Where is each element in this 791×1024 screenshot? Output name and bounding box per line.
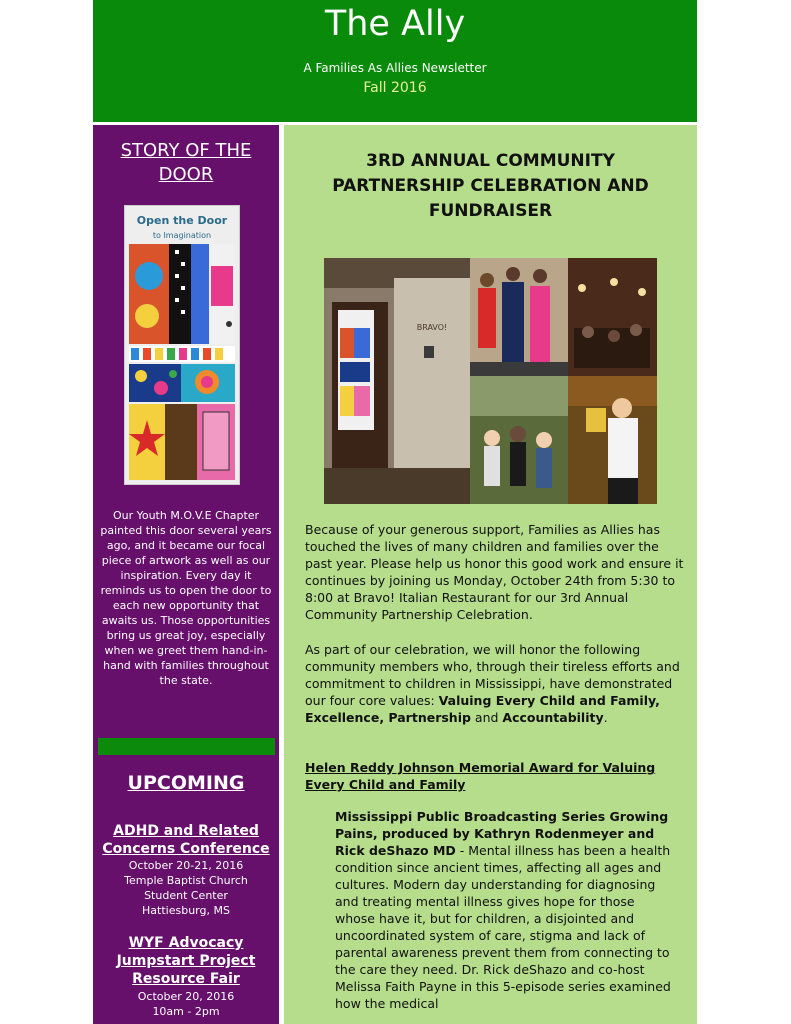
story-title-line-1: STORY OF THE: [120, 140, 252, 161]
honoree-entry: [335, 808, 675, 1012]
core-value-accountability: Accountability: [502, 710, 604, 725]
event-photo-collage: [324, 258, 657, 504]
honoree-description: - Mental illness has been a health condition since ancient times, affecting all ages and cultures. Modern day understanding for diagnosing and treating mental illness gives hope for those whose have it, but for children, a disjointed and uncoordinated system of care, stigma and lack of parental awareness prevent them from connecting to the care they need. Dr. Rick deShazo and co-host Melissa Faith Payne in this 5-episode series examined how the medical: [335, 843, 671, 1011]
event-2-title-line-3[interactable]: Resource Fair: [132, 971, 240, 987]
newsletter-header: [93, 0, 697, 122]
door-caption-2: to Imagination: [152, 231, 212, 240]
event-2-time: 10am - 2pm: [152, 1005, 220, 1018]
newsletter-subtitle: A Families As Allies Newsletter: [303, 61, 487, 75]
main-article: [284, 125, 697, 1024]
paragraph-celebration-and: and: [470, 710, 503, 725]
paragraph-celebration: [305, 641, 685, 726]
paragraph-celebration-end: .: [603, 710, 608, 725]
newsletter-season: Fall 2016: [363, 80, 427, 96]
upcoming-title: UPCOMING: [127, 772, 245, 794]
event-1-venue-room: Student Center: [144, 889, 228, 902]
restaurant-sign: BRAVO!: [416, 323, 448, 332]
headline-line-2: PARTNERSHIP CELEBRATION AND: [332, 176, 649, 196]
divider-bar: [98, 738, 275, 755]
door-artwork: [125, 206, 239, 484]
newsletter-title: The Ally: [324, 4, 466, 44]
painted-door-image: [124, 205, 240, 485]
headline-line-3: FUNDRAISER: [428, 201, 553, 221]
photo-collage-graphic: [324, 258, 657, 504]
event-2-date: October 20, 2016: [137, 990, 235, 1003]
paragraph-celebration-text: As part of our celebration, we will honor the following community members who, through their tireless efforts and commitment to children in Mississippi, have demonstrated our four core values:: [305, 642, 680, 708]
honoree-name: Mississippi Public Broadcasting Series Growing Pains, produced by Kathryn Rodenmeyer and Rick deShazo MD: [335, 809, 669, 858]
event-1-title-line-1[interactable]: ADHD and Related: [113, 823, 259, 839]
headline-line-1: 3RD ANNUAL COMMUNITY: [366, 151, 615, 171]
award-title[interactable]: Helen Reddy Johnson Memorial Award for Valuing Every Child and Family: [305, 760, 656, 792]
sidebar: [93, 125, 279, 1024]
event-2-title-line-2[interactable]: Jumpstart Project: [116, 953, 256, 969]
story-text: Our Youth M.O.V.E Chapter painted this door several years ago, and it became our focal piece of artwork as well as our inspiration. Every day it reminds us to open the door to each new opportunity that awaits us. Those opportunities bring us great joy, especially when we greet them hand-in-hand with families throughout the state.: [100, 509, 272, 687]
event-1-title-line-2[interactable]: Concerns Conference: [102, 841, 270, 857]
story-title-line-2: DOOR: [158, 164, 214, 185]
event-1-venue: Temple Baptist Church: [124, 874, 248, 887]
event-1-city: Hattiesburg, MS: [142, 904, 230, 917]
event-1-date: October 20-21, 2016: [128, 859, 244, 872]
article-headline: [304, 149, 677, 224]
event-2-title-line-1[interactable]: WYF Advocacy: [128, 935, 244, 951]
door-caption-1: Open the Door: [136, 214, 228, 227]
core-values: Valuing Every Child and Family, Excellence, Partnership: [305, 693, 660, 725]
paragraph-support: Because of your generous support, Families as Allies has touched the lives of many children and families over the past year. Please help us honor this good work and ensure it continues by joining us Monday, October 24th from 5:30 to 8:00 at Bravo! Italian Restaurant for our 3rd Annual Community Partnership Celebration.: [305, 522, 684, 622]
